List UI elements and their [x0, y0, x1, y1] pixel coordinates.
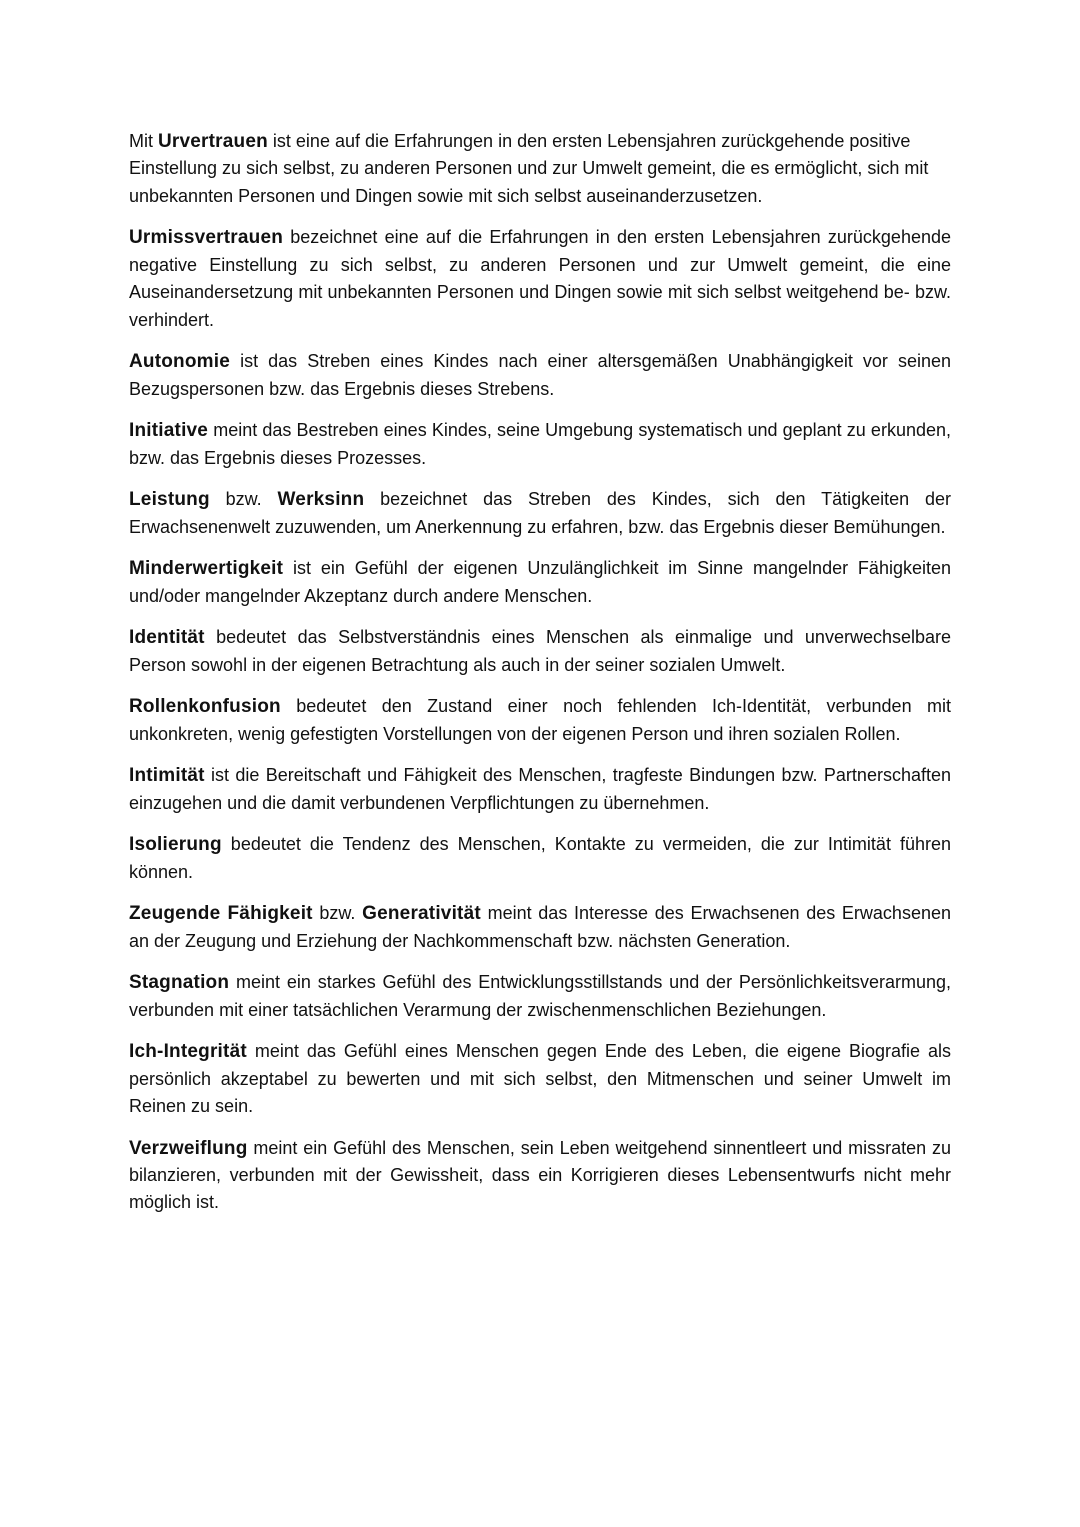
definition-paragraph	[129, 348, 951, 403]
definition-paragraph	[129, 969, 951, 1024]
definition-term: Rollenkonfusion	[129, 696, 281, 718]
definition-text: meint das Gefühl eines Menschen gegen Ende des Leben, die eigene Biografie als persönlich akzeptabel zu bewerten und mit sich selbst, den Mitmenschen und seiner Umwelt im Reinen zu sein.	[129, 1041, 951, 1117]
definition-term: Verzweiflung	[129, 1137, 248, 1159]
definition-term: Autonomie	[129, 351, 231, 373]
definition-text: ist ein Gefühl der eigenen Unzulänglichkeit im Sinne mangelnder Fähigkeiten und/oder mangelnder Akzeptanz durch andere Menschen.	[129, 558, 951, 606]
definition-text: bzw.	[209, 489, 278, 510]
definition-term: Urmissvertrauen	[129, 227, 284, 249]
definition-text: bezeichnet eine auf die Erfahrungen in den ersten Lebensjahren zurückgehende negative Einstellung zu sich selbst, zu anderen Personen und zur Umwelt gemeint, die eine Auseinandersetzung mit unbekannten Personen und Dingen sowie mit sich selbst weitgehend be- bzw. verhindert.	[129, 227, 951, 330]
definition-paragraph	[129, 762, 951, 817]
definition-paragraph	[129, 417, 951, 472]
definition-term: Initiative	[129, 420, 209, 442]
definition-term: Identität	[129, 627, 205, 649]
definition-text: bzw.	[312, 903, 363, 924]
definition-text: meint das Interesse des Erwachsenen des Erwachsenen an der Zeugung und Erziehung der Nachkommenschaft bzw. nächsten Generation.	[129, 903, 951, 951]
definition-text: bedeutet den Zustand einer noch fehlenden Ich-Identität, verbunden mit unkonkreten, wenig gefestigten Vorstellungen von der eigenen Person und ihren sozialen Rollen.	[129, 696, 951, 744]
definition-text: ist eine auf die Erfahrungen in den ersten Lebensjahren zurückgehende positive Einstellung zu sich selbst, zu anderen Personen und zur Umwelt gemeint, die es ermöglicht, sich mit unbekannten Personen und Dingen sowie mit sich selbst auseinanderzusetzen.	[129, 131, 929, 206]
definition-paragraph	[129, 900, 951, 955]
definition-text: bedeutet die Tendenz des Menschen, Kontakte zu vermeiden, die zur Intimität führen können.	[129, 834, 951, 882]
definition-text: bedeutet das Selbstverständnis eines Menschen als einmalige und unverwechselbare Person sowohl in der eigenen Betrachtung als auch in der seiner sozialen Umwelt.	[129, 627, 951, 675]
definition-text: ist das Streben eines Kindes nach einer altersgemäßen Unabhängigkeit vor seinen Bezugspersonen bzw. das Ergebnis dieses Strebens.	[129, 351, 951, 399]
definition-text: bezeichnet das Streben des Kindes, sich den Tätigkeiten der Erwachsenenwelt zuzuwenden, um Anerkennung zu erfahren, bzw. das Ergebnis dieser Bemühungen.	[129, 489, 951, 537]
definition-term: Generativität	[362, 903, 481, 925]
definition-text: ist die Bereitschaft und Fähigkeit des Menschen, tragfeste Bindungen bzw. Partnerschaften einzugehen und die damit verbundenen Verpflichtungen zu übernehmen.	[129, 765, 951, 813]
definition-term: Isolierung	[129, 834, 222, 856]
definition-term: Ich-Integrität	[129, 1041, 247, 1063]
definition-term: Zeugende Fähigkeit	[129, 903, 313, 925]
definition-paragraph	[129, 831, 951, 886]
definition-paragraph	[129, 128, 951, 210]
definition-term: Werksinn	[277, 489, 365, 511]
definition-term: Intimität	[129, 765, 205, 787]
definition-text: meint das Bestreben eines Kindes, seine Umgebung systematisch und geplant zu erkunden, bzw. das Ergebnis dieses Prozesses.	[129, 420, 951, 468]
definition-paragraph	[129, 1038, 951, 1120]
definition-paragraph	[129, 693, 951, 748]
definition-paragraph	[129, 1135, 951, 1217]
definition-text: Mit	[129, 131, 158, 151]
definition-paragraph	[129, 555, 951, 610]
definition-term: Stagnation	[129, 972, 230, 994]
definition-paragraph	[129, 624, 951, 679]
definition-term: Leistung	[129, 489, 210, 511]
definition-paragraph	[129, 224, 951, 334]
document-page	[129, 128, 951, 1231]
definition-text: meint ein Gefühl des Menschen, sein Leben weitgehend sinnentleert und missraten zu bilanzieren, verbunden mit der Gewissheit, dass ein Korrigieren dieses Lebensentwurfs nicht mehr möglich ist.	[129, 1137, 951, 1213]
definition-paragraph	[129, 486, 951, 541]
definition-term: Urvertrauen	[158, 131, 268, 152]
definition-text: meint ein starkes Gefühl des Entwicklungsstillstands und der Persönlichkeitsverarmung, verbunden mit einer tatsächlichen Verarmung der zwischenmenschlichen Beziehungen.	[129, 972, 951, 1020]
definition-term: Minderwertigkeit	[129, 558, 284, 580]
